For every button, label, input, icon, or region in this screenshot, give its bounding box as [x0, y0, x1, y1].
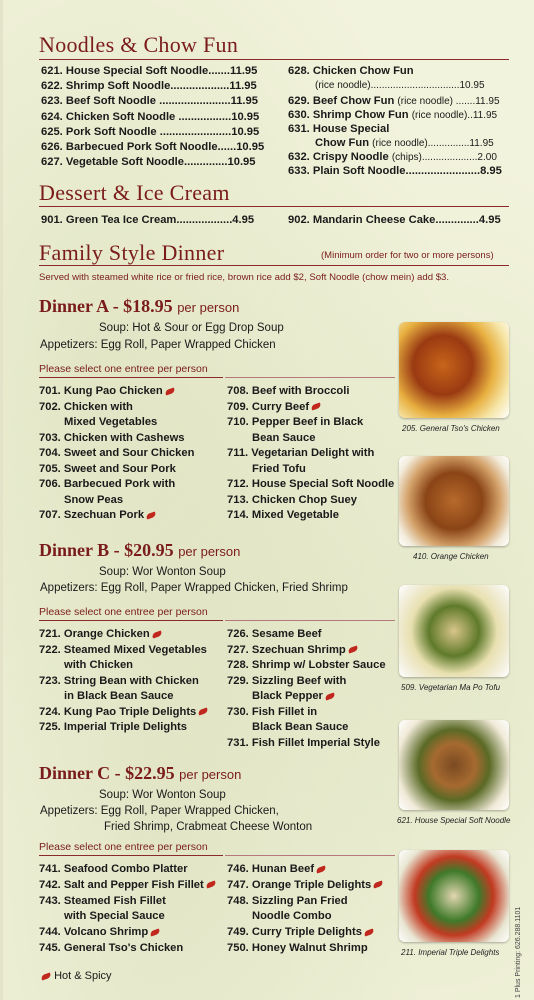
hot-pepper-icon	[347, 645, 358, 653]
photo-caption: 211. Imperial Triple Delights	[401, 948, 500, 957]
entree-item: 748. Sizzling Pan Fried	[227, 894, 348, 907]
entree-item: 708. Beef with Broccoli	[227, 385, 350, 397]
dessert-heading: Dessert & Ice Cream	[39, 180, 230, 205]
dinner-b-soup: Soup: Wor Wonton Soup	[99, 566, 226, 578]
dinner-b-title: Dinner B - $20.95 per person	[39, 540, 241, 560]
hot-spicy-legend: Hot & Spicy	[39, 970, 112, 982]
menu-item-632: 632. Crispy Noodle (chips)....................2.00	[288, 151, 497, 163]
entree-item: 725. Imperial Triple Delights	[39, 721, 187, 733]
select-rule	[225, 620, 395, 621]
hot-pepper-icon	[373, 881, 384, 889]
hot-pepper-icon	[363, 928, 374, 936]
menu-item-901: 901. Green Tea Ice Cream..................4.95	[41, 214, 255, 226]
printer-credit: 1 Plus Printing: 626.288.1101	[515, 906, 522, 998]
hot-pepper-icon	[164, 387, 175, 395]
select-rule	[225, 377, 395, 378]
entree-item: 729. Sizzling Beef with	[227, 674, 347, 687]
entree-item: 722. Steamed Mixed Vegetables	[39, 643, 207, 656]
entree-item: 706. Barbecued Pork with	[39, 478, 176, 490]
hot-pepper-icon	[198, 707, 209, 715]
menu-item: 622. Shrimp Soft Noodle...................11.95	[41, 80, 257, 93]
entree-item: 744. Volcano Shrimp	[39, 925, 160, 939]
minimum-order-note: (Minimum order for two or more persons)	[321, 250, 494, 261]
entree-item: 713. Chicken Chop Suey	[227, 493, 357, 506]
entree-item: Snow Peas	[64, 493, 124, 506]
menu-item: 624. Chicken Soft Noodle .................10.95	[41, 110, 260, 123]
hot-pepper-icon	[324, 692, 335, 700]
entree-item: 703. Chicken with Cashews	[39, 431, 185, 444]
select-rule	[39, 855, 223, 856]
entree-item: 747. Orange Triple Delights	[227, 878, 383, 892]
dinner-a-soup: Soup: Hot & Sour or Egg Drop Soup	[99, 322, 284, 334]
select-rule	[39, 377, 223, 378]
family-dinner-note: Served with steamed white rice or fried rice, brown rice add $2, Soft Noodle (chow mein) add $3.	[39, 272, 450, 283]
menu-item-631-line2: Chow Fun (rice noodle)...............11.95	[315, 137, 494, 149]
menu-item: 621. House Special Soft Noodle.......11.95	[41, 65, 258, 77]
hot-pepper-icon	[40, 972, 51, 980]
menu-item: 627. Vegetable Soft Noodle..............10.95	[41, 156, 256, 169]
photo-orange-chicken	[399, 456, 509, 546]
entree-item: Black Pepper	[252, 689, 335, 703]
menu-item-629: 629. Beef Chow Fun (rice noodle) .......11.95	[288, 95, 500, 107]
entree-item: 711. Vegetarian Delight with	[227, 447, 375, 459]
entree-item: 728. Shrimp w/ Lobster Sauce	[227, 659, 386, 671]
dinner-a-select-label: Please select one entree per person	[39, 363, 208, 375]
entree-item: Mixed Vegetables	[64, 416, 158, 428]
photo-caption: 410. Orange Chicken	[413, 552, 489, 561]
entree-item: 749. Curry Triple Delights	[227, 925, 374, 939]
menu-item-633: 633. Plain Soft Noodle........................8.95	[288, 165, 502, 177]
entree-item: 750. Honey Walnut Shrimp	[227, 942, 368, 954]
hot-pepper-icon	[151, 630, 162, 638]
dinner-c-soup: Soup: Wor Wonton Soup	[99, 789, 226, 801]
heading-rule	[39, 265, 509, 266]
menu-item-902: 902. Mandarin Cheese Cake..............4.95	[288, 214, 501, 226]
entree-item: in Black Bean Sauce	[64, 690, 174, 702]
entree-item: 742. Salt and Pepper Fish Fillet	[39, 878, 216, 892]
entree-item: 724. Kung Pao Triple Delights	[39, 705, 208, 719]
menu-item-628-note: (rice noodle)................................10.95	[315, 80, 485, 91]
entree-item: with Special Sauce	[64, 910, 165, 923]
entree-item: Black Bean Sauce	[252, 721, 349, 733]
entree-item: Noodle Combo	[252, 910, 332, 923]
entree-item: 709. Curry Beef	[227, 400, 321, 414]
select-rule	[225, 855, 395, 856]
entree-item: 723. String Bean with Chicken	[39, 674, 199, 687]
hot-pepper-icon	[315, 865, 326, 873]
entree-item: 701. Kung Pao Chicken	[39, 384, 175, 398]
entree-item: 712. House Special Soft Noodle	[227, 478, 395, 490]
entree-item: 721. Orange Chicken	[39, 627, 162, 641]
entree-item: 704. Sweet and Sour Chicken	[39, 447, 195, 459]
photo-caption: 621. House Special Soft Noodle	[397, 816, 511, 825]
entree-item: 731. Fish Fillet Imperial Style	[227, 736, 380, 749]
menu-item: 623. Beef Soft Noodle .......................11.95	[41, 95, 258, 108]
menu-item-628: 628. Chicken Chow Fun	[288, 65, 414, 77]
family-dinner-heading: Family Style Dinner	[39, 240, 225, 265]
hot-pepper-icon	[205, 881, 216, 889]
entree-item: 745. General Tso's Chicken	[39, 942, 184, 954]
dinner-a-appetizers: Appetizers: Egg Roll, Paper Wrapped Chicken	[40, 339, 276, 351]
dinner-c-title: Dinner C - $22.95 per person	[39, 763, 242, 783]
hot-pepper-icon	[150, 928, 161, 936]
entree-item: 714. Mixed Vegetable	[227, 509, 339, 521]
heading-rule	[39, 59, 509, 60]
entree-item: 743. Steamed Fish Fillet	[39, 894, 166, 907]
entree-item: 726. Sesame Beef	[227, 628, 322, 640]
dinner-b-appetizers: Appetizers: Egg Roll, Paper Wrapped Chicken, Fried Shrimp	[40, 582, 348, 594]
entree-item: 727. Szechuan Shrimp	[227, 643, 358, 657]
entree-item: 746. Hunan Beef	[227, 862, 326, 876]
entree-item: 710. Pepper Beef in Black	[227, 416, 364, 428]
heading-rule	[39, 206, 509, 207]
select-rule	[39, 620, 223, 621]
hot-pepper-icon	[146, 511, 157, 519]
entree-item: 705. Sweet and Sour Pork	[39, 462, 176, 475]
photo-house-special-soft-noodle	[399, 720, 509, 810]
entree-item: 707. Szechuan Pork	[39, 508, 156, 522]
entree-item: Bean Sauce	[252, 431, 316, 444]
dinner-a-title: Dinner A - $18.95 per person	[39, 296, 240, 316]
menu-item-631: 631. House Special	[288, 123, 390, 135]
photo-general-tsos-chicken	[399, 322, 509, 418]
dinner-b-select-label: Please select one entree per person	[39, 606, 208, 618]
menu-item: 626. Barbecued Pork Soft Noodle......10.95	[41, 141, 265, 153]
entree-item: 741. Seafood Combo Platter	[39, 863, 188, 875]
hot-pepper-icon	[311, 402, 322, 410]
menu-item: 625. Pork Soft Noodle .......................10.95	[41, 125, 260, 138]
entree-item: 730. Fish Fillet in	[227, 705, 318, 718]
menu-item-630: 630. Shrimp Chow Fun (rice noodle)..11.95	[288, 109, 498, 121]
entree-item: 702. Chicken with	[39, 400, 133, 413]
photo-caption: 509. Vegetarian Ma Po Tofu	[401, 683, 501, 692]
dinner-c-appetizers: Appetizers: Egg Roll, Paper Wrapped Chicken,	[40, 805, 279, 817]
entree-item: Fried Tofu	[252, 462, 306, 475]
photo-caption: 205. General Tso's Chicken	[402, 424, 500, 433]
entree-item: with Chicken	[64, 659, 133, 671]
dinner-c-select-label: Please select one entree per person	[39, 841, 208, 853]
photo-vegetarian-ma-po-tofu	[399, 585, 509, 677]
noodles-heading: Noodles & Chow Fun	[39, 32, 239, 57]
photo-imperial-triple-delights	[399, 850, 509, 942]
dinner-c-appetizers-line2: Fried Shrimp, Crabmeat Cheese Wonton	[104, 821, 313, 833]
